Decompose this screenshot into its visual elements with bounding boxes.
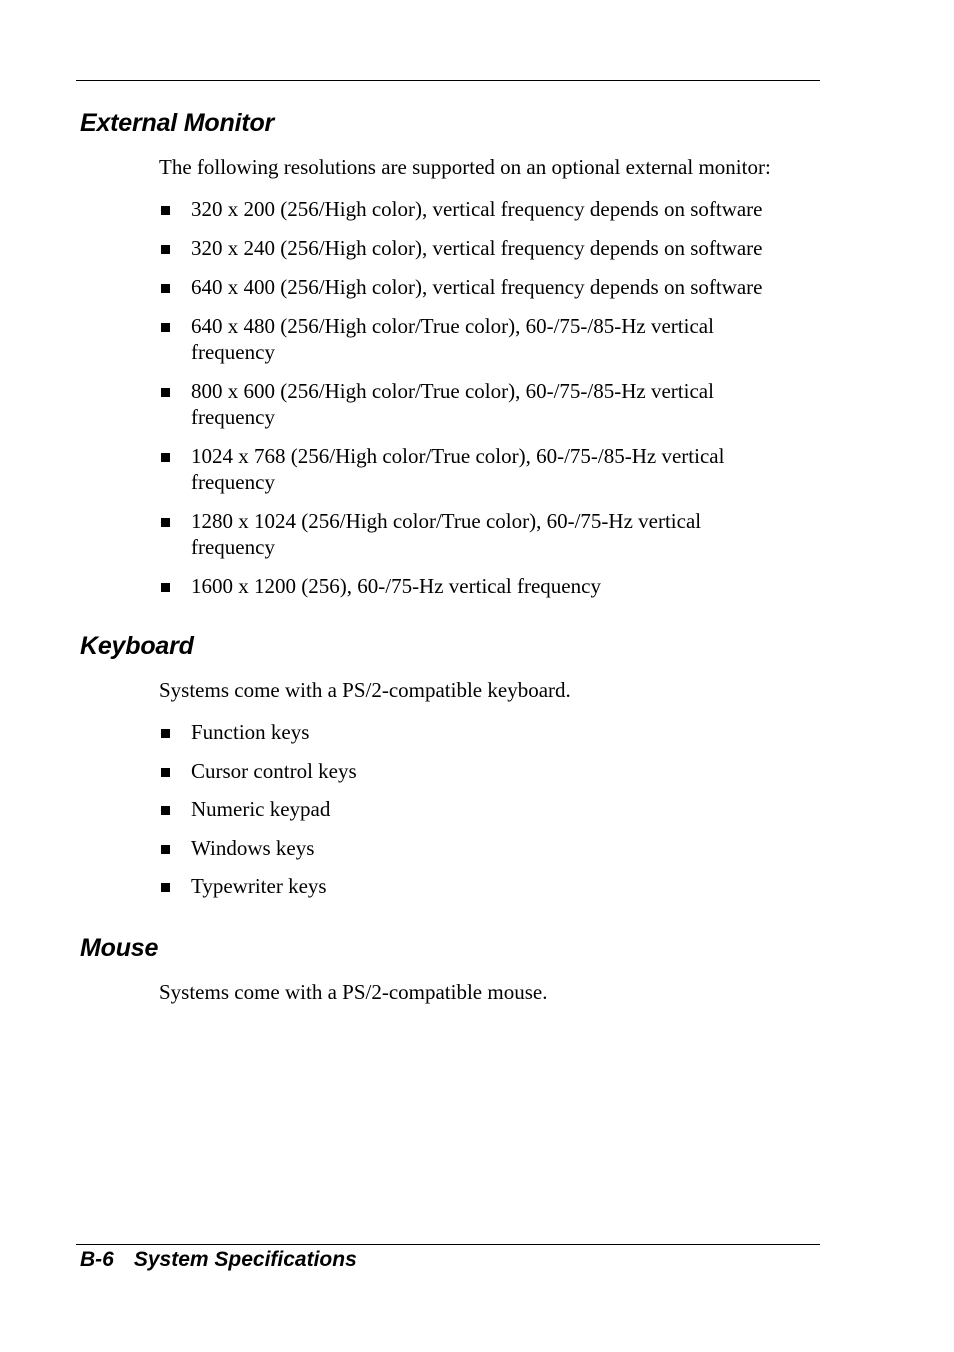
- square-bullet-icon: [161, 729, 170, 738]
- square-bullet-icon: [161, 453, 170, 462]
- square-bullet-icon: [161, 206, 170, 215]
- keyboard-intro: Systems come with a PS/2-compatible keyboard.: [159, 678, 571, 702]
- square-bullet-icon: [161, 323, 170, 332]
- list-item: Numeric keypad: [159, 796, 809, 822]
- list-item: 320 x 240 (256/High color), vertical frequency depends on software: [159, 235, 809, 261]
- page-number: B-6: [80, 1248, 114, 1271]
- list-item: 800 x 600 (256/High color/True color), 60-/75-/85-Hz vertical frequency: [159, 378, 809, 430]
- list-item: 640 x 480 (256/High color/True color), 60-/75-/85-Hz vertical frequency: [159, 313, 809, 365]
- square-bullet-icon: [161, 245, 170, 254]
- square-bullet-icon: [161, 583, 170, 592]
- section-title-external-monitor: External Monitor: [80, 109, 275, 137]
- list-item: 1280 x 1024 (256/High color/True color), 60-/75-Hz vertical frequency: [159, 508, 809, 560]
- page-footer: [80, 1246, 357, 1274]
- square-bullet-icon: [161, 845, 170, 854]
- header-rule: [76, 80, 820, 81]
- external-monitor-intro: The following resolutions are supported on an optional external monitor:: [159, 155, 771, 179]
- list-item: Typewriter keys: [159, 873, 809, 899]
- list-item: 320 x 200 (256/High color), vertical frequency depends on software: [159, 196, 809, 222]
- square-bullet-icon: [161, 806, 170, 815]
- list-item: Function keys: [159, 719, 809, 745]
- section-title-keyboard: Keyboard: [80, 632, 194, 660]
- chapter-title: System Specifications: [133, 1248, 357, 1271]
- list-item: 1600 x 1200 (256), 60-/75-Hz vertical frequency: [159, 573, 809, 599]
- section-title-mouse: Mouse: [80, 934, 159, 962]
- square-bullet-icon: [161, 768, 170, 777]
- footer-rule: [76, 1244, 820, 1245]
- square-bullet-icon: [161, 284, 170, 293]
- list-item: Windows keys: [159, 835, 809, 861]
- mouse-intro: Systems come with a PS/2-compatible mouse.: [159, 980, 548, 1004]
- external-monitor-resolution-list: [159, 196, 809, 612]
- list-item: 640 x 400 (256/High color), vertical frequency depends on software: [159, 274, 809, 300]
- square-bullet-icon: [161, 518, 170, 527]
- list-item: 1024 x 768 (256/High color/True color), 60-/75-/85-Hz vertical frequency: [159, 443, 809, 495]
- square-bullet-icon: [161, 883, 170, 892]
- square-bullet-icon: [161, 388, 170, 397]
- list-item: Cursor control keys: [159, 758, 809, 784]
- keyboard-feature-list: [159, 719, 809, 912]
